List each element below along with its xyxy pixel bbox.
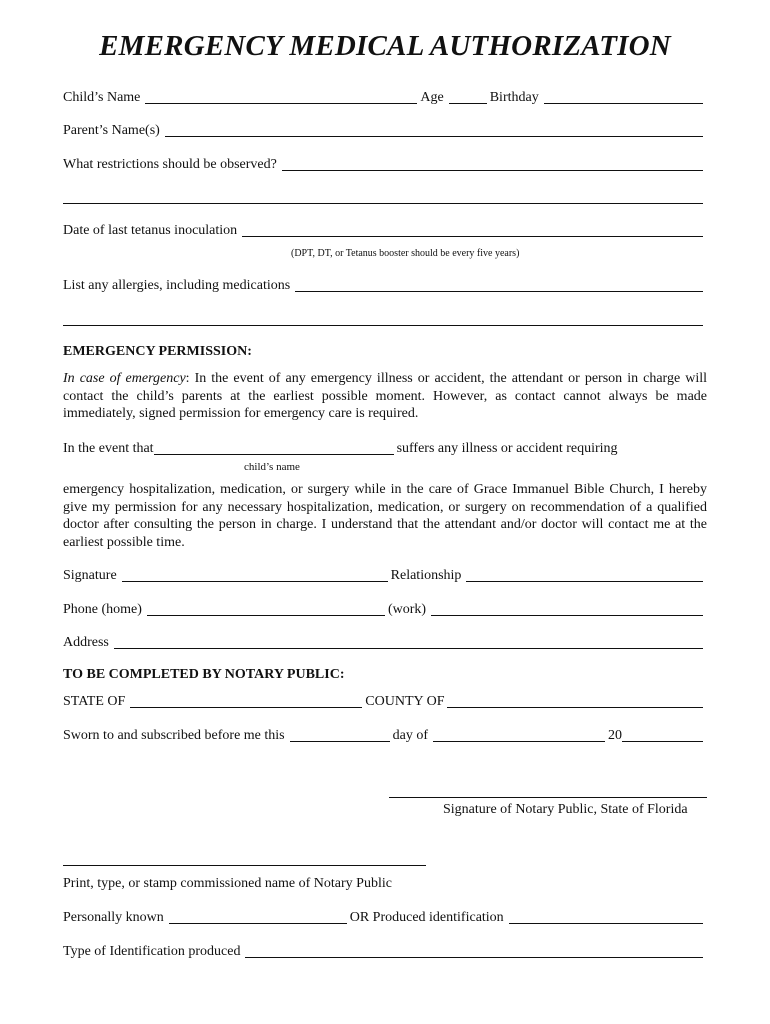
parents-row [63,121,703,139]
sworn-month-field[interactable] [433,727,605,742]
phone-row [63,600,703,618]
restrictions-label: What restrictions should be observed? [63,157,277,172]
address-row [63,633,703,651]
day-of-label: day of [392,728,429,743]
age-field[interactable] [449,89,487,104]
restrictions-field-line-2[interactable] [63,203,703,204]
sworn-label: Sworn to and subscribed before me this [63,728,285,743]
birthday-field[interactable] [544,89,703,104]
tetanus-field[interactable] [242,222,703,237]
allergies-field-line-2[interactable] [63,325,703,326]
phone-home-label: Phone (home) [63,602,142,617]
emergency-intro-italic: In case of emergency [63,371,186,386]
event-row [63,439,703,457]
state-of-label: STATE OF [63,694,126,709]
year-prefix: 20 [608,728,623,743]
produced-id-field[interactable] [509,909,703,924]
personally-known-label: Personally known [63,910,164,925]
id-type-label: Type of Identification produced [63,944,241,959]
allergies-field[interactable] [295,277,703,292]
sworn-year-field[interactable] [622,727,703,742]
notary-signature-caption: Signature of Notary Public, State of Florida [443,802,688,817]
child-info-row [63,88,703,106]
form-title: EMERGENCY MEDICAL AUTHORIZATION [99,30,671,62]
signature-row [63,566,703,584]
produced-id-label: OR Produced identification [349,910,504,925]
notary-name-line[interactable] [63,865,426,866]
consent-paragraph: emergency hospitalization, medication, or surgery while in the care of Grace Immanuel Bible Church, I hereby give my permission for any necessary hospitalization, medication, or surgery on recommendation of a qualified doctor after consulting the person in charge. I understand that the attendant and/or doctor will contact me at the earliest possible time. [63,482,707,550]
event-suffix: suffers any illness or accident requiring [396,441,618,456]
parents-names-label: Parent’s Name(s) [63,123,160,138]
allergies-row [63,276,703,294]
id-type-row [63,942,703,960]
personally-known-field[interactable] [169,909,347,924]
relationship-field[interactable] [466,567,703,582]
address-label: Address [63,635,109,650]
county-field[interactable] [447,693,704,708]
childs-name-field[interactable] [145,89,417,104]
identification-row [63,908,703,926]
notary-heading: TO BE COMPLETED BY NOTARY PUBLIC: [63,667,345,682]
phone-home-field[interactable] [147,601,385,616]
tetanus-note: (DPT, DT, or Tetanus booster should be every five years) [291,248,520,259]
relationship-label: Relationship [390,568,462,583]
tetanus-label: Date of last tetanus inoculation [63,223,238,238]
parents-names-field[interactable] [165,122,703,137]
notary-name-caption: Print, type, or stamp commissioned name of Notary Public [63,876,392,891]
signature-label: Signature [63,568,117,583]
childs-name-caption: child’s name [244,461,300,473]
id-type-field[interactable] [245,943,703,958]
childs-name-label: Child’s Name [63,90,141,105]
event-child-name-field[interactable] [154,440,394,455]
event-prefix: In the event that [63,441,154,456]
age-label: Age [420,90,444,105]
birthday-label: Birthday [489,90,539,105]
phone-work-label: (work) [387,602,427,617]
phone-work-field[interactable] [431,601,703,616]
restrictions-field[interactable] [282,156,703,171]
sworn-row [63,726,703,744]
address-field[interactable] [114,634,703,649]
notary-signature-line[interactable] [389,797,707,798]
emergency-intro-paragraph [63,370,707,423]
allergies-label: List any allergies, including medications [63,278,291,293]
emergency-intro-text: : In the event of any emergency illness or accident, the attendant or person in charge will contact the child’s parents at the earliest possible moment. However, as contact cannot always be made immediately, signed permission for emergency care is required. [63,371,707,421]
state-field[interactable] [130,693,362,708]
tetanus-row [63,221,703,239]
state-county-row [63,692,703,710]
sworn-day-field[interactable] [290,727,390,742]
signature-field[interactable] [122,567,388,582]
county-of-label: COUNTY OF [365,694,445,709]
emergency-permission-heading: EMERGENCY PERMISSION: [63,344,252,359]
restrictions-row [63,155,703,173]
